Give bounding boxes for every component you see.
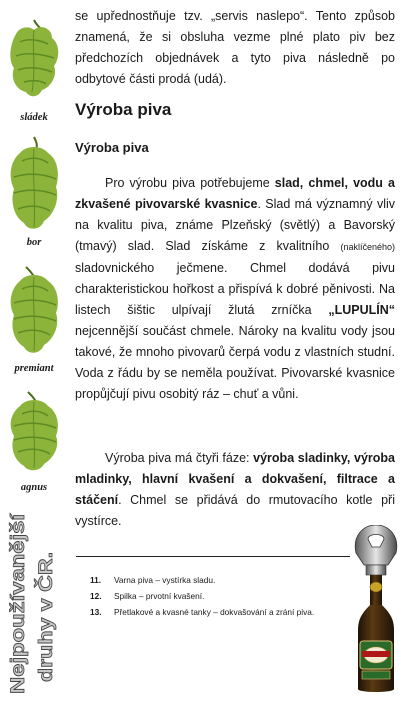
hop-label-agnus: agnus — [20, 482, 48, 493]
caption-item: 13. Přetlakové a kvasné tanky – dokvašování a zrání piva. — [90, 607, 315, 617]
figure-captions — [90, 572, 352, 620]
caption-divider — [76, 556, 350, 557]
section-heading: Výroba piva — [75, 100, 172, 119]
ingredients-paragraph: Pro výrobu piva potřebujeme slad, chmel, vodu a zkvašené pivovarské kvasnice. Slad má významný vliv na kvalitu piva, známe Plzeňský (světlý) a Bavorský (tmavý) slad. Slad získáme z kvalitního (naklíčeného) sladovnického ječmene. Chmel dodává pivu charakteristickou hořkost a přispívá k dobré pěnivosti. Na listech šištic ulpívají žlutá zrníčka „LUPULÍN“ nejcennější součást chmele. Nároky na kvalitu vody jsou takové, že mnoho pivovarů čerpá vodu z vlastních studní. Voda z řádu by se neměla používat. Pivovarské kvasnice propůjčují pivu osobitý ráz – chuť a vůni. — [75, 176, 395, 401]
hop-label-premiant: premiant — [14, 363, 54, 374]
vertical-title-line1: Nejpoužívanější — [8, 550, 29, 694]
caption-item: 11. Varna piva – vystírka sladu. — [90, 575, 216, 585]
hop-cone-sladek-image — [6, 18, 62, 100]
hop-label-bor: bor — [26, 237, 42, 248]
hop-cone-agnus-image — [6, 390, 62, 474]
hop-varieties-sidebar — [0, 0, 68, 701]
hop-label-sladek: sládek — [20, 112, 48, 123]
ingredients-highlight: slad, chmel, vodu a zkvašené pivovarské kvasnice — [75, 176, 395, 211]
phases-paragraph: Výroba piva má čtyři fáze: výroba sladinky, výroba mladinky, hlavní kvašení a dokvašení, filtrace a stáčení. Chmel se přidává do rmutovacího kotle při vystírce. — [75, 451, 396, 528]
lupulin-highlight: „LUPULÍN“ — [328, 303, 395, 317]
hop-cone-bor-image — [6, 135, 62, 235]
intro-paragraph: se upřednostňuje tzv. „servis naslepo“. Tento způsob znamená, že si obsluha vezme plné plato piv bez předchozích objednávek a tyto piva následně po odbytové části prodá (udá). — [75, 9, 395, 86]
bottle-opener-image — [348, 525, 404, 695]
vertical-title-line2: druhy v ČR. — [36, 575, 57, 682]
vertical-title — [4, 510, 66, 695]
phases-highlight: výroba sladinky, výroba mladinky, hlavní kvašení a dokvašení, filtrace a stáčení — [75, 451, 396, 507]
caption-item: 12. Spilka – prvotní kvašení. — [90, 591, 205, 601]
hop-cone-premiant-image — [6, 265, 62, 357]
subsection-heading: Výroba piva — [75, 140, 149, 155]
